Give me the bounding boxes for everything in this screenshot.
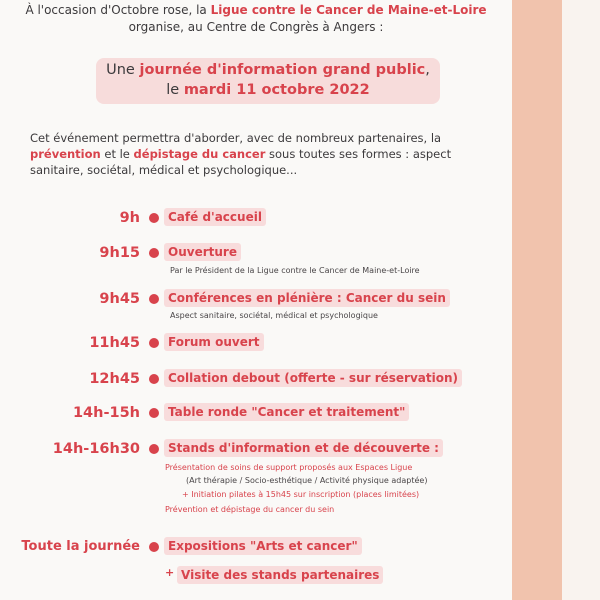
bullet-dot-icon (149, 248, 159, 258)
schedule-label: Collation debout (offerte - sur réservation) (164, 369, 462, 387)
banner-line-2: le mardi 11 octobre 2022 (166, 82, 370, 98)
schedule-time: Toute la journée (21, 539, 140, 554)
event-date: mardi 11 octobre 2022 (183, 82, 370, 98)
bullet-dot-icon (149, 374, 159, 384)
schedule-label: Forum ouvert (164, 333, 264, 351)
plus-icon: + (165, 566, 175, 579)
bullet-dot-icon (149, 213, 159, 223)
organization-name: Ligue contre le Cancer de Maine-et-Loire (210, 3, 487, 17)
schedule-label: Conférences en plénière : Cancer du sein (164, 289, 450, 307)
schedule-item-4 (0, 333, 512, 359)
schedule-time: 14h-15h (72, 405, 140, 421)
bullet-dot-icon (149, 294, 159, 304)
schedule-item-8 (0, 537, 512, 563)
bullet-dot-icon (149, 338, 159, 348)
schedule-label: Table ronde "Cancer et traitement" (164, 403, 409, 421)
bullet-dot-icon (149, 408, 159, 418)
description-line-1: Cet événement permettra d'aborder, avec de nombreux partenaires, la (30, 131, 442, 145)
schedule-label: Expositions "Arts et cancer" (164, 537, 362, 555)
schedule-extra (0, 566, 512, 592)
schedule-label: Visite des stands partenaires (177, 566, 383, 584)
event-banner (96, 58, 440, 104)
schedule-label: Ouverture (164, 243, 241, 261)
decorative-stripe (512, 0, 562, 600)
intro-line-1: À l'occasion d'Octobre rose, la Ligue contre le Cancer de Maine-et-Loire (25, 3, 487, 17)
stand-detail-3: + Initiation pilates à 15h45 sur inscription (places limitées) (182, 490, 420, 499)
schedule-item-7 (0, 439, 512, 519)
schedule-time: 11h45 (89, 335, 140, 351)
bullet-dot-icon (149, 444, 159, 454)
page-margin (562, 0, 600, 600)
schedule-time: 9h45 (99, 291, 140, 307)
schedule-item-2 (0, 243, 512, 275)
intro-line-2: organise, au Centre de Congrès à Angers : (128, 20, 384, 34)
schedule-subtitle: Aspect sanitaire, sociétal, médical et psychologique (170, 311, 378, 320)
schedule-item-5 (0, 369, 512, 395)
schedule-time: 9h (119, 210, 140, 226)
bullet-dot-icon (149, 542, 159, 552)
description-line-2: prévention et le dépistage du cancer sous toutes ses formes : aspect (30, 147, 452, 161)
schedule-item-3 (0, 289, 512, 320)
stand-detail-1: Présentation de soins de support proposés aux Espaces Ligue (165, 463, 413, 472)
schedule-time: 9h15 (99, 245, 140, 261)
schedule-item-6 (0, 403, 512, 429)
schedule-subtitle: Par le Président de la Ligue contre le Cancer de Maine-et-Loire (170, 266, 420, 275)
stand-detail-2: (Art thérapie / Socio-esthétique / Activité physique adaptée) (186, 476, 428, 485)
schedule-time: 12h45 (89, 371, 140, 387)
stand-detail-4: Prévention et dépistage du cancer du sein (165, 505, 335, 514)
schedule-label: Stands d'information et de découverte : (164, 439, 443, 457)
banner-line-1: Une journée d'information grand public, (106, 62, 430, 78)
schedule-time: 14h-16h30 (52, 441, 140, 457)
description-line-3: sanitaire, sociétal, médical et psychologique... (30, 163, 298, 177)
schedule-item-1 (0, 208, 512, 234)
schedule-label: Café d'accueil (164, 208, 266, 226)
